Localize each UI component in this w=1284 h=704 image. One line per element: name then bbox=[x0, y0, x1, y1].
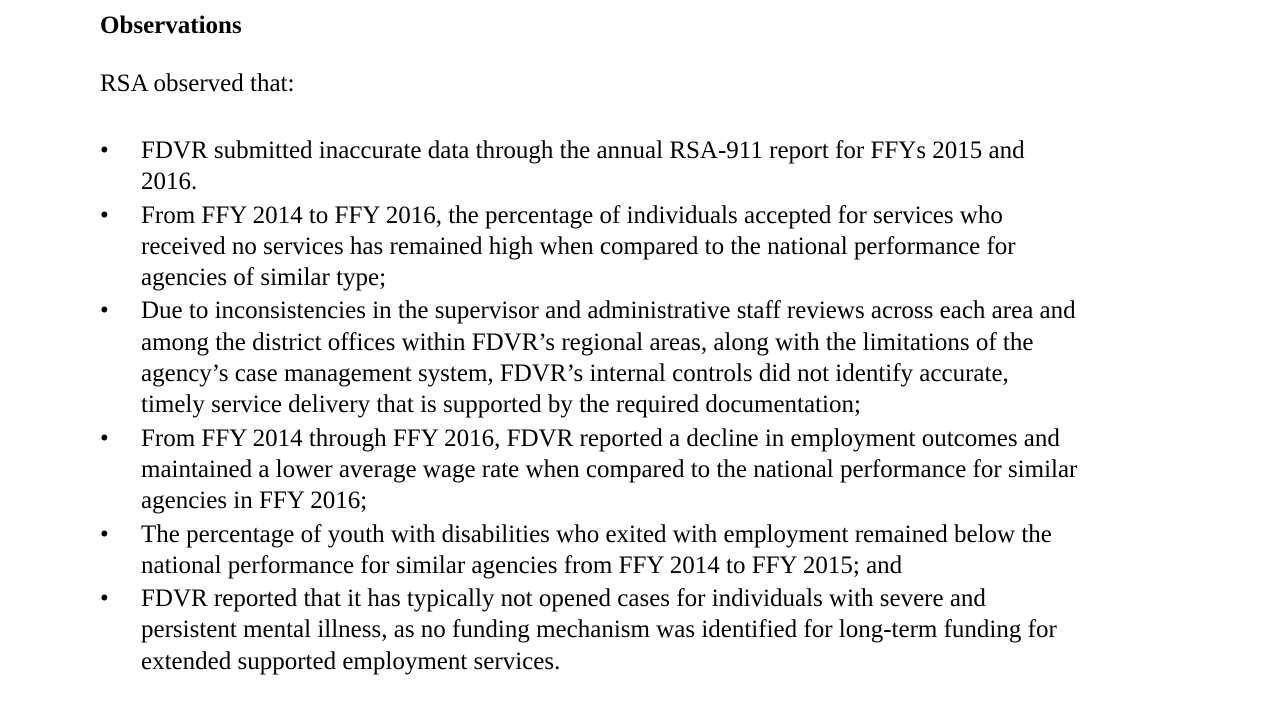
bullet-icon: • bbox=[100, 585, 109, 613]
list-item bbox=[100, 295, 1220, 420]
bullet-icon: • bbox=[100, 520, 109, 548]
list-item-line: agencies in FFY 2016; bbox=[141, 487, 368, 515]
bullet-icon: • bbox=[100, 424, 109, 452]
section-heading: Observations bbox=[100, 12, 242, 39]
list-item-line: FDVR reported that it has typically not opened cases for individuals with severe and bbox=[141, 585, 986, 613]
list-item-line: national performance for similar agencies from FFY 2014 to FFY 2015; and bbox=[141, 551, 903, 579]
list-item-line: timely service delivery that is supported by the required documentation; bbox=[141, 391, 861, 419]
list-item-line: agency’s case management system, FDVR’s internal controls did not identify accurate, bbox=[141, 360, 1009, 388]
list-item-line: maintained a lower average wage rate when compared to the national performance for similar bbox=[141, 455, 1078, 483]
list-item bbox=[100, 200, 1220, 294]
observations-list bbox=[100, 135, 1220, 679]
list-item-line: 2016. bbox=[141, 168, 198, 196]
list-item-line: Due to inconsistencies in the supervisor and administrative staff reviews across each area and bbox=[141, 297, 1076, 325]
list-item-line: received no services has remained high when compared to the national performance for bbox=[141, 232, 1016, 260]
bullet-icon: • bbox=[100, 201, 109, 229]
list-item bbox=[100, 519, 1220, 582]
list-item-line: From FFY 2014 to FFY 2016, the percentage of individuals accepted for services who bbox=[141, 201, 1003, 229]
list-item bbox=[100, 423, 1220, 517]
list-item bbox=[100, 135, 1220, 198]
list-item bbox=[100, 583, 1220, 677]
list-item-line: FDVR submitted inaccurate data through the annual RSA-911 report for FFYs 2015 and bbox=[141, 137, 1025, 164]
bullet-icon: • bbox=[100, 137, 109, 164]
list-item-line: From FFY 2014 through FFY 2016, FDVR reported a decline in employment outcomes and bbox=[141, 424, 1060, 452]
list-item-line: persistent mental illness, as no funding mechanism was identified for long-term funding for bbox=[141, 616, 1057, 644]
list-item-line: The percentage of youth with disabilities who exited with employment remained below the bbox=[141, 520, 1052, 548]
bullet-icon: • bbox=[100, 297, 109, 325]
intro-text: RSA observed that: bbox=[100, 70, 295, 97]
list-item-line: among the district offices within FDVR’s regional areas, along with the limitations of the bbox=[141, 328, 1034, 356]
list-item-line: extended supported employment services. bbox=[141, 647, 561, 675]
list-item-line: agencies of similar type; bbox=[141, 264, 387, 292]
